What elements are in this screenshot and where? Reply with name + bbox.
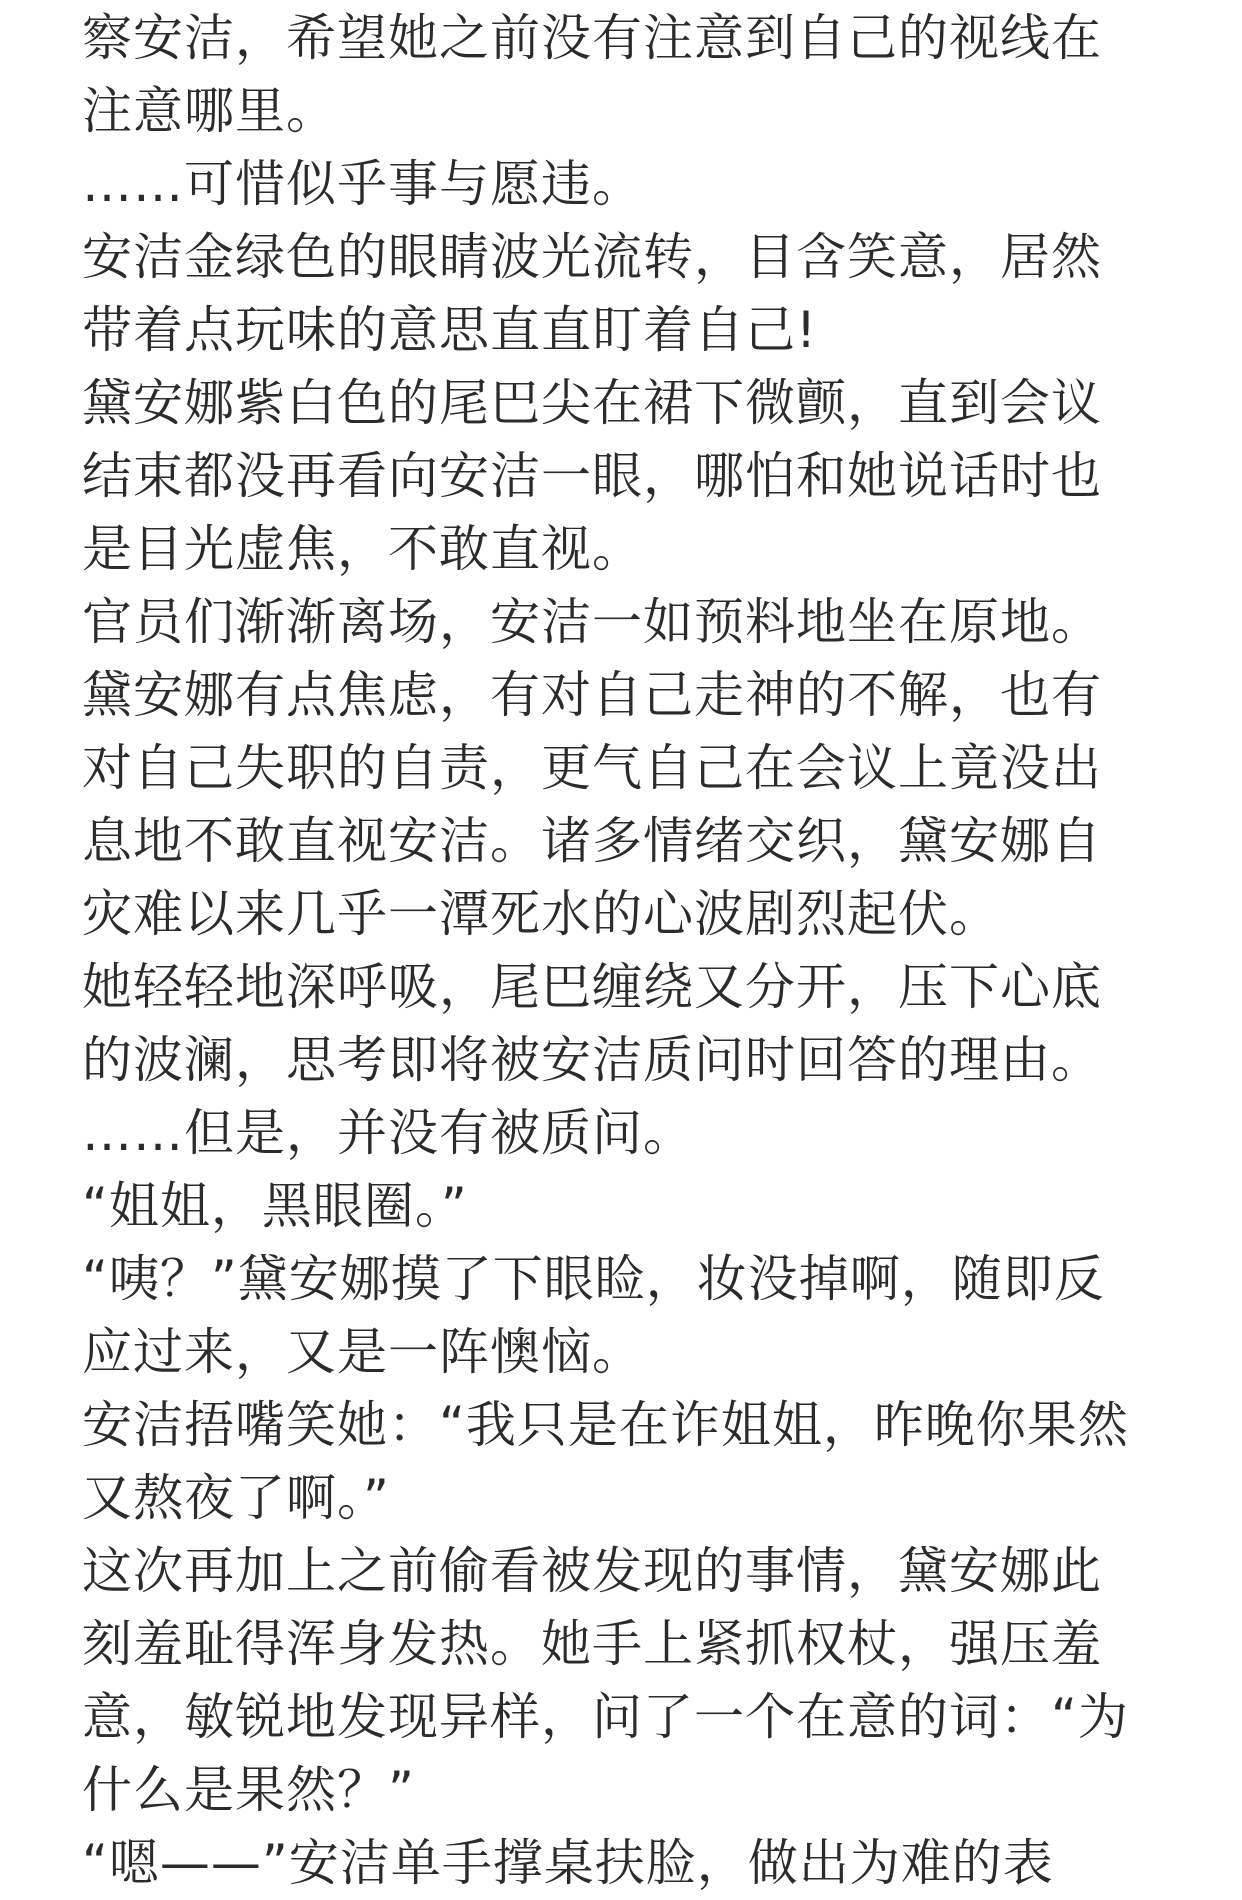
text-line: 又熬夜了啊。” <box>82 1469 390 1527</box>
text-line: 意，敏锐地发现异样，问了一个在意的词：“为 <box>82 1688 1129 1746</box>
text-line: 察安洁，希望她之前没有注意到自己的视线在 <box>82 9 1102 67</box>
text-line: 灾难以来几乎一潭死水的心波剧烈起伏。 <box>82 885 1000 943</box>
text-line: 注意哪里。 <box>82 82 337 140</box>
text-line: ……但是，并没有被质问。 <box>82 1104 694 1162</box>
text-line: 刻羞耻得浑身发热。她手上紧抓权杖，强压羞 <box>82 1615 1102 1673</box>
text-line: “嗯——”安洁单手撑桌扶脸，做出为难的表 <box>82 1834 1054 1892</box>
text-line: 黛安娜紫白色的尾巴尖在裙下微颤，直到会议 <box>82 374 1102 432</box>
text-line: 带着点玩味的意思直直盯着自己! <box>82 301 818 359</box>
text-line: “姐姐，黑眼圈。” <box>82 1177 468 1235</box>
story-text <box>82 0 1192 1900</box>
text-line: 她轻轻地深呼吸，尾巴缠绕又分开，压下心底 <box>82 958 1102 1016</box>
text-line: 应过来，又是一阵懊恼。 <box>82 1323 643 1381</box>
text-line: 安洁捂嘴笑她：“我只是在诈姐姐，昨晚你果然 <box>82 1396 1129 1454</box>
text-line: 对自己失职的自责，更气自己在会议上竟没出 <box>82 739 1102 797</box>
text-line: 黛安娜有点焦虑，有对自己走神的不解，也有 <box>82 666 1102 724</box>
text-line: 结束都没再看向安洁一眼，哪怕和她说话时也 <box>82 447 1102 505</box>
text-line: 息地不敢直视安洁。诸多情绪交织，黛安娜自 <box>82 812 1102 870</box>
text-line: 官员们渐渐离场，安洁一如预料地坐在原地。 <box>82 593 1102 651</box>
text-line: ……可惜似乎事与愿违。 <box>82 155 643 213</box>
text-line: “咦？”黛安娜摸了下眼睑，妆没掉啊，随即反 <box>82 1250 1105 1308</box>
text-line: 什么是果然？” <box>82 1761 415 1819</box>
text-line: 是目光虚焦，不敢直视。 <box>82 520 643 578</box>
text-line: 安洁金绿色的眼睛波光流转，目含笑意，居然 <box>82 228 1102 286</box>
text-line: 这次再加上之前偷看被发现的事情，黛安娜此 <box>82 1542 1102 1600</box>
text-line: 的波澜，思考即将被安洁质问时回答的理由。 <box>82 1031 1102 1089</box>
